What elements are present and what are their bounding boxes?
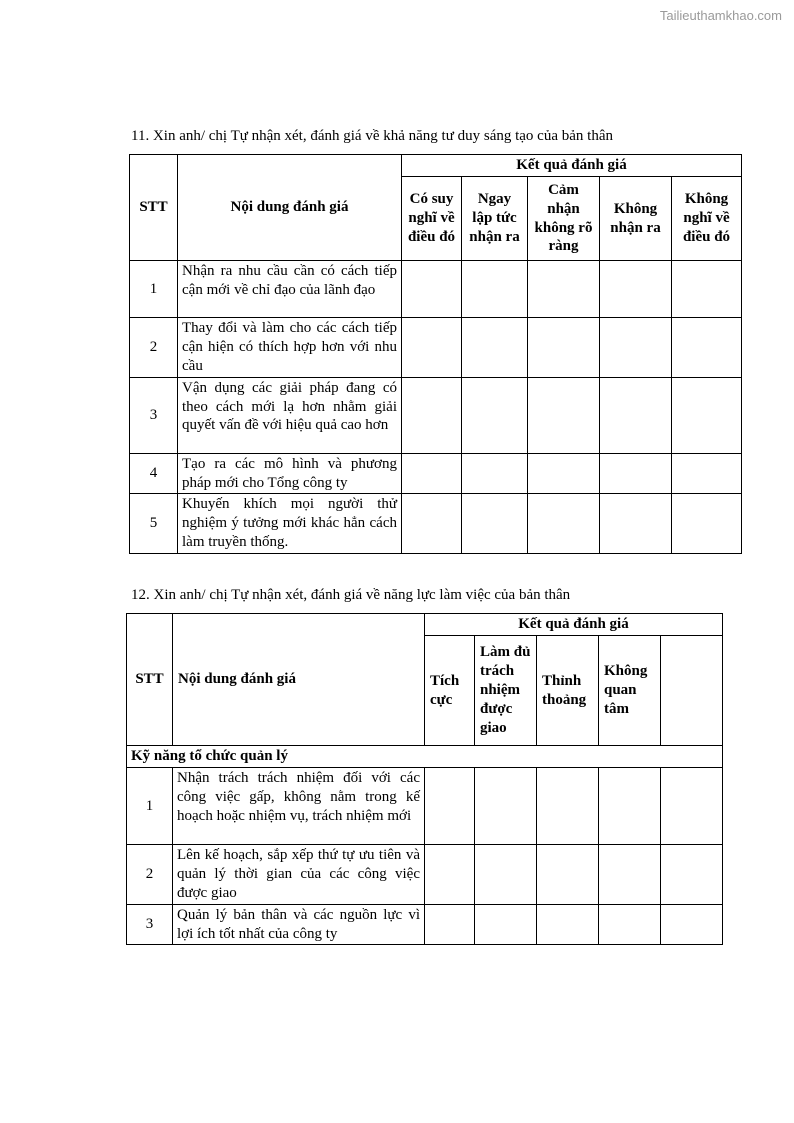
- row-number: 3: [130, 377, 178, 453]
- answer-cell: [402, 377, 462, 453]
- answer-cell: [537, 768, 599, 845]
- answer-cell: [462, 261, 528, 318]
- watermark: Tailieuthamkhao.com: [659, 8, 782, 23]
- answer-cell: [600, 453, 672, 494]
- answer-cell: [600, 494, 672, 554]
- answer-cell: [462, 494, 528, 554]
- answer-cell: [402, 261, 462, 318]
- header-result-group: Kết quả đánh giá: [425, 614, 723, 636]
- row-content: Thay đổi và làm cho các cách tiếp cận hiện có thích hợp hơn với nhu cầu: [178, 318, 402, 378]
- row-number: 5: [130, 494, 178, 554]
- header-option: Không nhận ra: [600, 177, 672, 261]
- answer-cell: [528, 494, 600, 554]
- answer-cell: [425, 845, 475, 905]
- answer-cell: [528, 318, 600, 378]
- answer-cell: [425, 904, 475, 945]
- answer-cell: [475, 904, 537, 945]
- answer-cell: [528, 377, 600, 453]
- answer-cell: [599, 904, 661, 945]
- answer-cell: [600, 377, 672, 453]
- answer-cell: [661, 904, 723, 945]
- answer-cell: [672, 377, 742, 453]
- table-row: [127, 904, 723, 945]
- answer-cell: [402, 494, 462, 554]
- row-number: 4: [130, 453, 178, 494]
- answer-cell: [661, 845, 723, 905]
- header-option: Làm đủ trách nhiệm được giao: [475, 636, 537, 746]
- section-label: Kỹ năng tổ chức quản lý: [127, 746, 723, 768]
- header-option: Thỉnh thoảng: [537, 636, 599, 746]
- header-option: Không nghĩ về điều đó: [672, 177, 742, 261]
- header-option: Không quan tâm: [599, 636, 661, 746]
- table-creative-thinking: [129, 154, 742, 554]
- page-content: [129, 128, 749, 945]
- table-row: [127, 845, 723, 905]
- header-option: Tích cực: [425, 636, 475, 746]
- answer-cell: [537, 904, 599, 945]
- header-content: Nội dung đánh giá: [178, 155, 402, 261]
- row-content: Vận dụng các giải pháp đang có theo cách mới lạ hơn nhằm giải quyết vấn đề với hiệu quả cao hơn: [178, 377, 402, 453]
- answer-cell: [528, 453, 600, 494]
- answer-cell: [402, 318, 462, 378]
- row-content: Khuyến khích mọi người thử nghiệm ý tưởng mới khác hẳn cách làm truyền thống.: [178, 494, 402, 554]
- header-result-group: Kết quả đánh giá: [402, 155, 742, 177]
- table-work-capacity: [126, 613, 723, 945]
- question-12-heading: 12. Xin anh/ chị Tự nhận xét, đánh giá về năng lực làm việc của bản thân: [131, 587, 571, 604]
- header-option: Ngay lập tức nhận ra: [462, 177, 528, 261]
- table-row: [130, 494, 742, 554]
- table-row: [130, 261, 742, 318]
- answer-cell: [462, 453, 528, 494]
- answer-cell: [600, 318, 672, 378]
- table-row: [127, 768, 723, 845]
- header-option: Cảm nhận không rõ ràng: [528, 177, 600, 261]
- section-row: [127, 746, 723, 768]
- answer-cell: [528, 261, 600, 318]
- header-stt: STT: [127, 614, 173, 746]
- header-stt: STT: [130, 155, 178, 261]
- row-content: Lên kế hoạch, sắp xếp thứ tự ưu tiên và quản lý thời gian của các công việc được giao: [173, 845, 425, 905]
- row-content: Tạo ra các mô hình và phương pháp mới cho Tổng công ty: [178, 453, 402, 494]
- answer-cell: [537, 845, 599, 905]
- header-option: Có suy nghĩ về điều đó: [402, 177, 462, 261]
- header-option: [661, 636, 723, 746]
- answer-cell: [672, 261, 742, 318]
- table-row: [130, 318, 742, 378]
- answer-cell: [672, 318, 742, 378]
- answer-cell: [672, 494, 742, 554]
- answer-cell: [475, 845, 537, 905]
- answer-cell: [599, 768, 661, 845]
- table-row: [130, 377, 742, 453]
- header-content: Nội dung đánh giá: [173, 614, 425, 746]
- question-11-heading: 11. Xin anh/ chị Tự nhận xét, đánh giá về khả năng tư duy sáng tạo của bản thân: [131, 128, 613, 144]
- row-number: 1: [127, 768, 173, 845]
- answer-cell: [475, 768, 537, 845]
- answer-cell: [672, 453, 742, 494]
- answer-cell: [599, 845, 661, 905]
- row-number: 2: [127, 845, 173, 905]
- row-number: 3: [127, 904, 173, 945]
- row-content: Nhận ra nhu cầu cần có cách tiếp cận mới về chỉ đạo của lãnh đạo: [178, 261, 402, 318]
- answer-cell: [402, 453, 462, 494]
- row-content: Nhận trách trách nhiệm đối với các công việc gấp, không nằm trong kế hoạch hoặc nhiệm vụ, trách nhiệm mới: [173, 768, 425, 845]
- answer-cell: [462, 318, 528, 378]
- row-number: 2: [130, 318, 178, 378]
- table-row: [130, 453, 742, 494]
- answer-cell: [661, 768, 723, 845]
- row-number: 1: [130, 261, 178, 318]
- row-content: Quản lý bản thân và các nguồn lực vì lợi ích tốt nhất của công ty: [173, 904, 425, 945]
- answer-cell: [600, 261, 672, 318]
- answer-cell: [425, 768, 475, 845]
- answer-cell: [462, 377, 528, 453]
